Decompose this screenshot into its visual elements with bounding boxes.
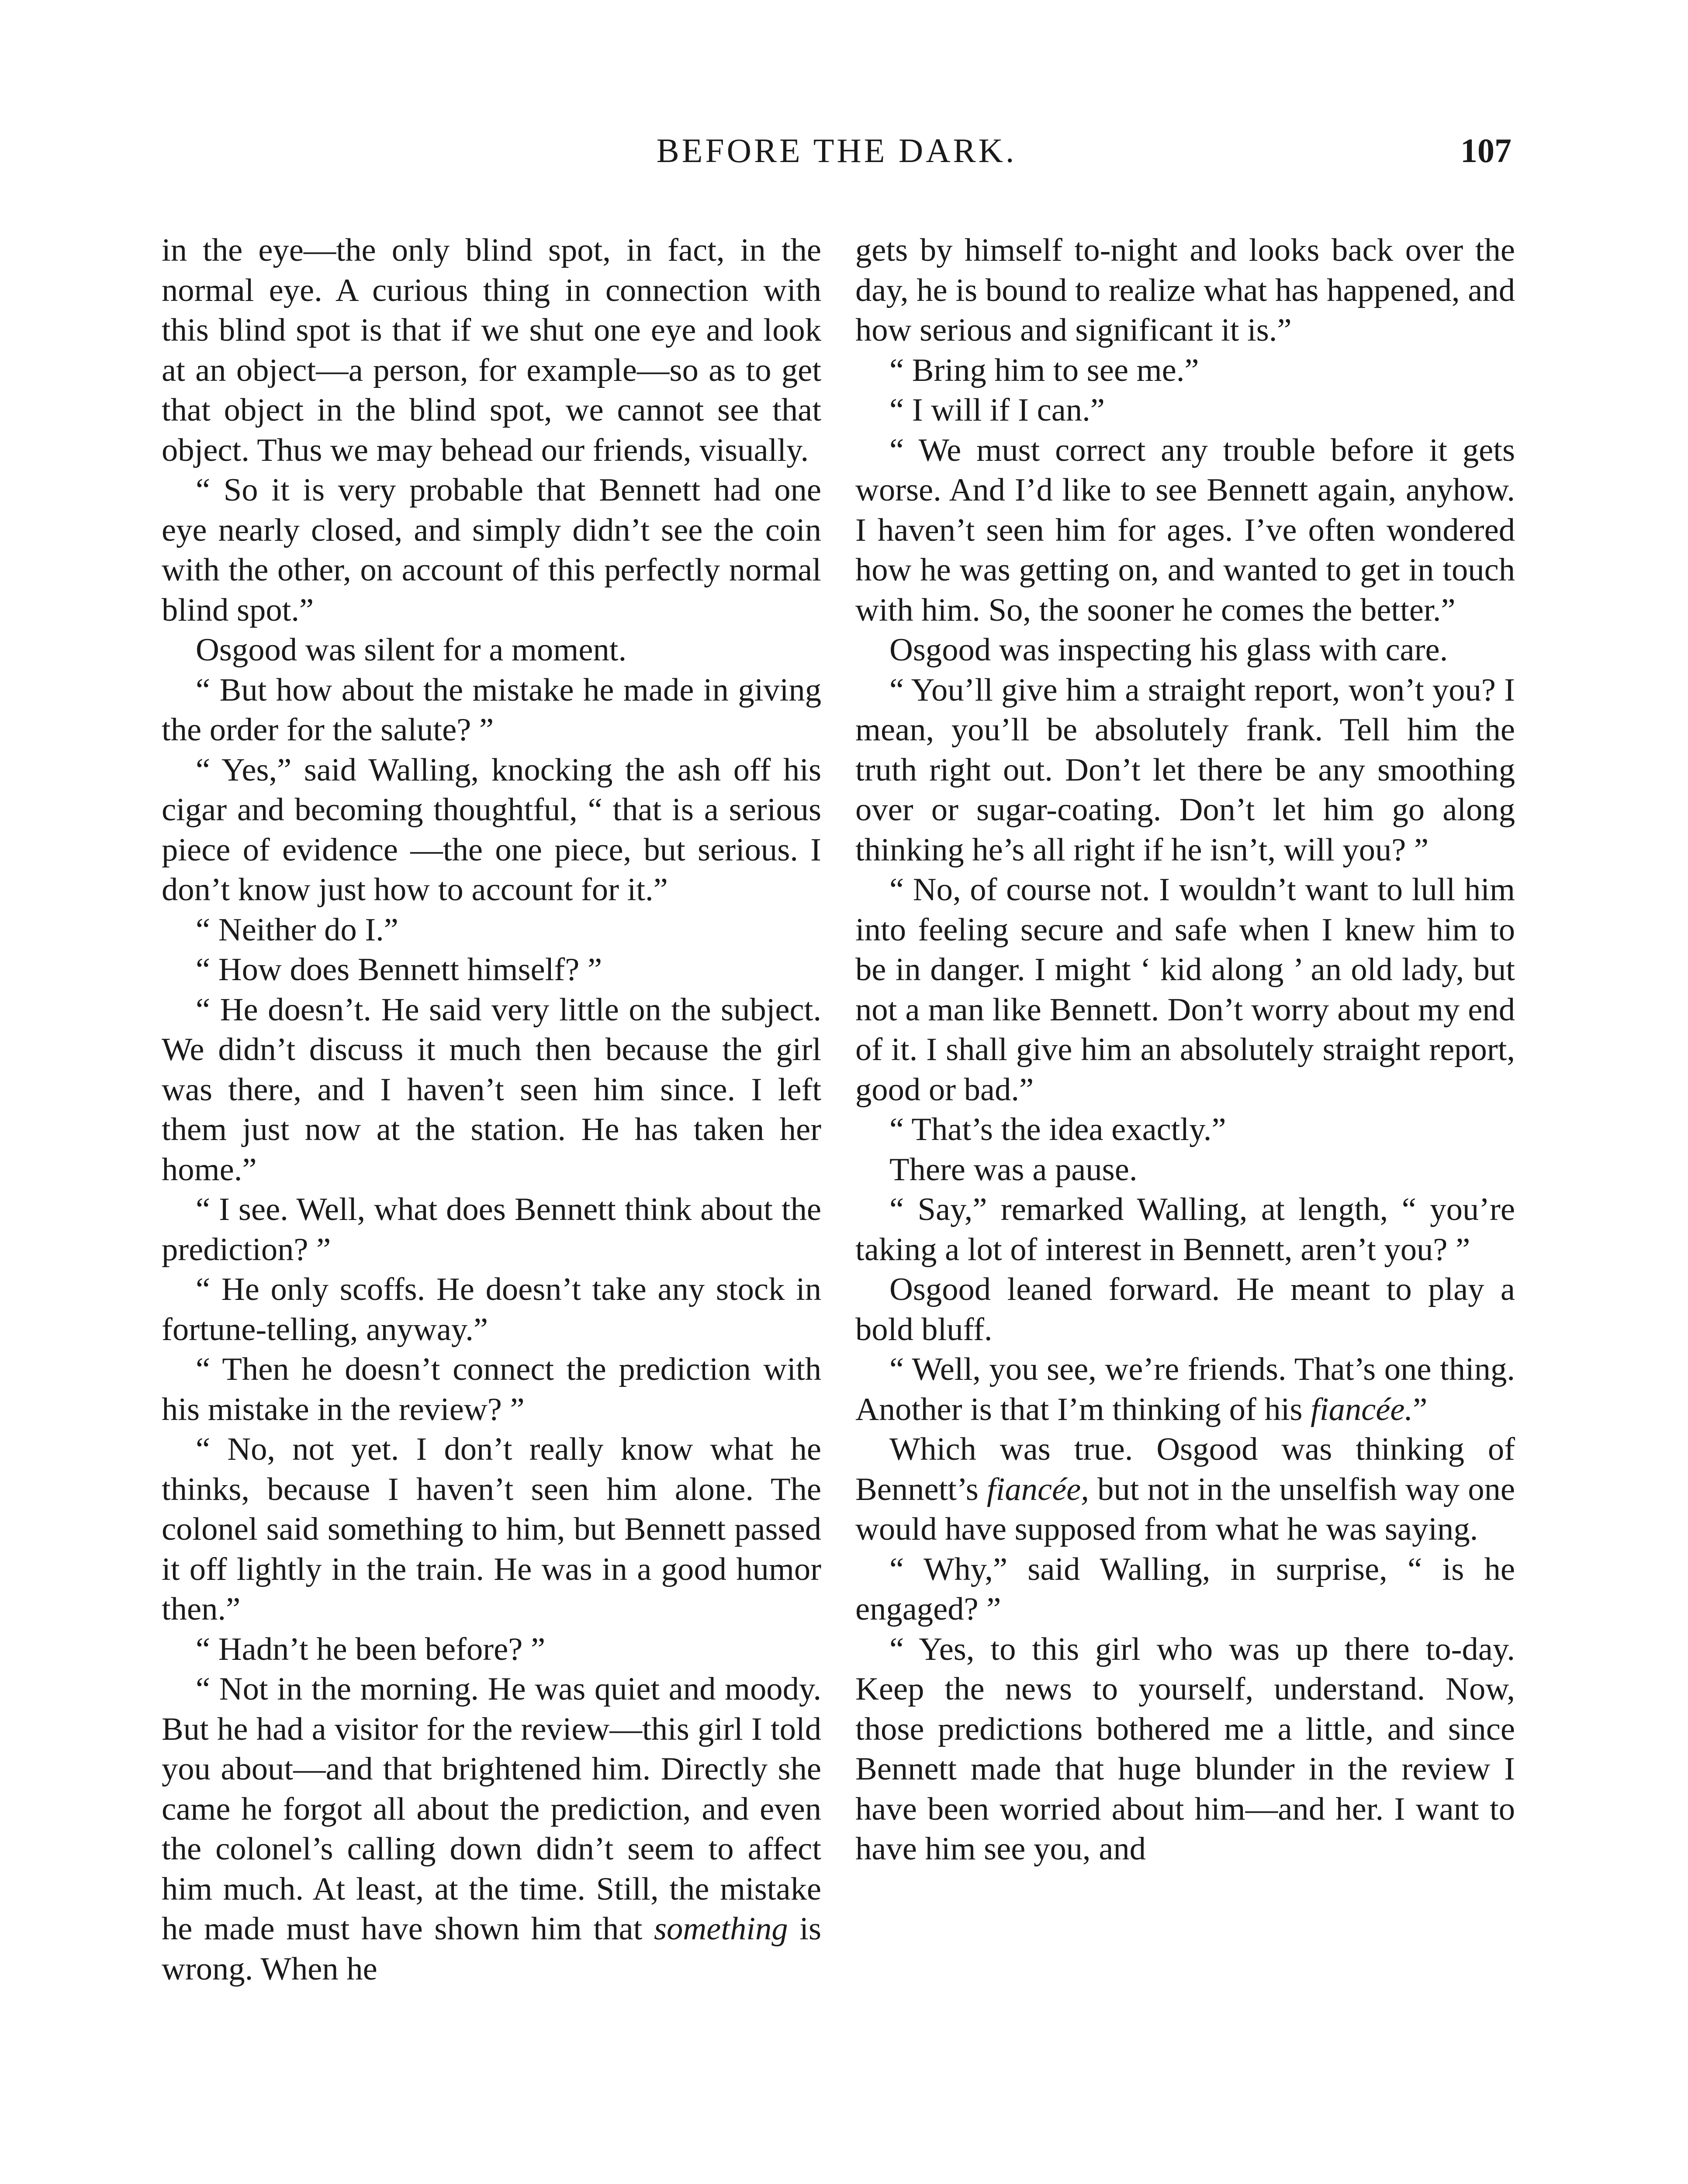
paragraph [162, 750, 821, 910]
italic-text: fiancée, [986, 1471, 1089, 1507]
paragraph [855, 1150, 1515, 1190]
text-run: “ Neither do I.” [196, 912, 398, 948]
paragraph [855, 390, 1515, 431]
paragraph [162, 1669, 821, 1989]
text-run: Osgood was silent for a moment. [196, 632, 627, 668]
paragraph [855, 1190, 1515, 1270]
text-run: “ Hadn’t he been before? ” [196, 1631, 546, 1667]
text-run: “ Why,” said Walling, in surprise, “ is he engaged? ” [855, 1551, 1515, 1627]
paragraph [855, 870, 1515, 1110]
paragraph [162, 1350, 821, 1430]
paragraph [162, 950, 821, 990]
paragraph [855, 351, 1515, 391]
text-run: but not in the unselfish way one would have supposed from what he was saying. [855, 1471, 1515, 1547]
text-run: Osgood was inspecting his glass with care. [889, 632, 1448, 668]
text-run: “ Not in the morning. He was quiet and moody. But he had a visitor for the review—this girl I told you about—and that brightened him. Directly she came he forgot all about the prediction, and even the colonel’s calling down didn’t seem to affect him much. At least, at the time. Still, the mistake he made must have shown him that [162, 1671, 821, 1947]
paragraph [162, 670, 821, 750]
paragraph [162, 910, 821, 950]
paragraph [855, 231, 1515, 351]
text-run: “ No, not yet. I don’t really know what he thinks, because I haven’t seen him alone. The colonel said something to him, but Bennett passed it off lightly in the train. He was in a good humor then.” [162, 1431, 821, 1627]
text-run: Osgood leaned forward. He meant to play a bold bluff. [855, 1272, 1515, 1348]
text-run: “ You’ll give him a straight report, won’t you? I mean, you’ll be absolutely frank. Tell him the truth right out. Don’t let there be any smoothing over or sugar-coating. Don’t let him go along thinking he’s all right if he isn’t, will you? ” [855, 672, 1515, 868]
paragraph [162, 990, 821, 1190]
paragraph [855, 1550, 1515, 1630]
text-run: “ How does Bennett himself? ” [196, 952, 602, 988]
italic-text: something [654, 1911, 788, 1947]
paragraph [162, 1630, 821, 1670]
text-run: There was a pause. [889, 1151, 1138, 1188]
text-run: “ Say,” remarked Walling, at length, “ you’re taking a lot of interest in Bennett, aren’t you? ” [855, 1192, 1515, 1268]
text-run: “ We must correct any trouble before it gets worse. And I’d like to see Bennett again, anyhow. I haven’t seen him for ages. I’ve often wondered how he was getting on, and wanted to get in touch with him. So, the sooner he comes the better.” [855, 432, 1515, 628]
text-run: “ No, of course not. I wouldn’t want to lull him into feeling secure and safe when I knew him to be in danger. I might ‘ kid along ’ an old lady, but not a man like Bennett. Don’t worry about my end of it. I shall give him an absolutely straight report, good or bad.” [855, 872, 1515, 1108]
text-run: gets by himself to-night and looks back over the day, he is bound to realize what has happened, and how serious and significant it is.” [855, 232, 1515, 348]
paragraph [855, 1430, 1515, 1550]
text-run: “ Then he doesn’t connect the prediction with his mistake in the review? ” [162, 1351, 821, 1427]
paragraph [162, 1190, 821, 1270]
text-run: “ Yes,” said Walling, knocking the ash off his cigar and becoming thoughtful, “ that is a serious piece of evidence —the one piece, but serious. I don’t know just how to account for it.” [162, 752, 821, 908]
paragraph [162, 1270, 821, 1350]
paragraph [855, 1110, 1515, 1150]
paragraph [855, 1350, 1515, 1430]
text-run: “ I see. Well, what does Bennett think about the prediction? ” [162, 1192, 821, 1268]
text-run: “ But how about the mistake he made in giving the order for the salute? ” [162, 672, 821, 748]
page-header [162, 131, 1512, 183]
text-run: “ So it is very probable that Bennett had one eye nearly closed, and simply didn’t see the coin with the other, on account of this perfectly normal blind spot.” [162, 472, 821, 628]
paragraph [162, 1430, 821, 1630]
paragraph [162, 231, 821, 470]
paragraph [855, 630, 1515, 670]
italic-text: fiancée. [1311, 1391, 1413, 1427]
text-run: “ Yes, to this girl who was up there to-day. Keep the news to yourself, understand. Now, those predictions bothered me a little, and since Bennett made that huge blunder in the review I have been worried about him—and her. I want to have him see you, and [855, 1631, 1515, 1867]
text-run: “ He only scoffs. He doesn’t take any stock in fortune-telling, anyway.” [162, 1272, 821, 1348]
text-run: “ I will if I can.” [889, 392, 1105, 428]
text-run: “ Well, you see, we’re friends. That’s one thing. Another is that I’m thinking of his [855, 1351, 1515, 1427]
text-run: “ Bring him to see me.” [889, 352, 1199, 388]
running-title: BEFORE THE DARK. [656, 131, 1017, 169]
text-run: Which was true. Osgood was thinking of Bennett’s [855, 1431, 1515, 1507]
text-run: is wrong. When he [162, 1911, 821, 1987]
paragraph [855, 431, 1515, 631]
paragraph [855, 1630, 1515, 1870]
paragraph [855, 1270, 1515, 1350]
text-run: ” [1413, 1391, 1428, 1427]
text-run: in the eye—the only blind spot, in fact, in the normal eye. A curious thing in connection with this blind spot is that if we shut one eye and look at an object—a person, for example—so as to get that object in the blind spot, we cannot see that object. Thus we may behead our friends, visually. [162, 232, 821, 468]
paragraph [162, 630, 821, 670]
paragraph [162, 470, 821, 630]
text-run: “ He doesn’t. He said very little on the subject. We didn’t discuss it much then because the girl was there, and I haven’t seen him since. I left them just now at the station. He has taken her home.” [162, 992, 821, 1188]
right-column [855, 231, 1515, 1870]
text-run: “ That’s the idea exactly.” [889, 1112, 1226, 1147]
paragraph [855, 670, 1515, 871]
left-column [162, 231, 821, 1989]
page-number: 107 [1460, 131, 1512, 169]
